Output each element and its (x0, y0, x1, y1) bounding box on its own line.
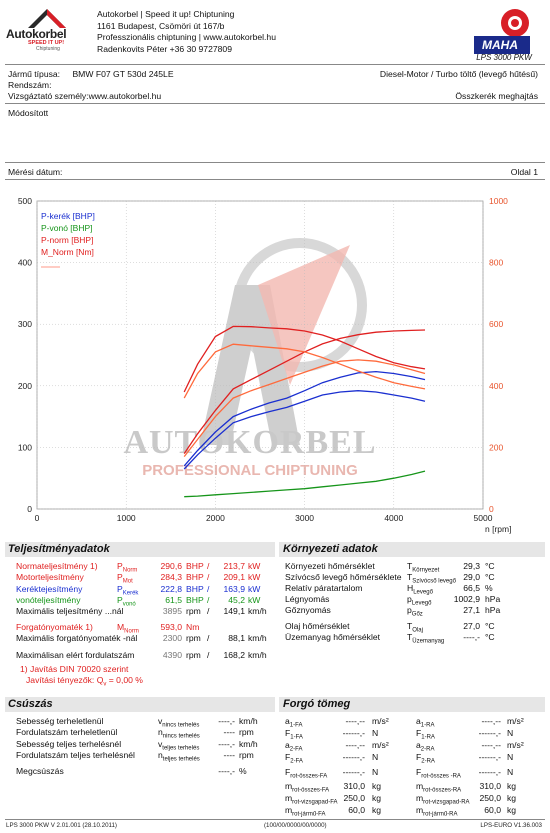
perf-value-2: 213,7 (223, 561, 245, 571)
x-tick-label: 2000 (205, 513, 225, 523)
coast-label: Fordulatszám teljes terhelésnél (16, 749, 135, 760)
rot-unit-front: kg (372, 793, 382, 803)
x-axis-label: n [rpm] (485, 524, 512, 534)
coast-value: ----,- (218, 738, 235, 749)
vehicle-type-label: Jármű típusa: (8, 69, 61, 79)
torque-row-value-1: 2300 (162, 633, 182, 643)
coast-unit: rpm (239, 749, 254, 760)
perf-unit-2: km/h (248, 606, 267, 617)
rot-unit-rear: kg (507, 781, 517, 791)
rot-label-rear: $a_{2-RA}$ (416, 740, 435, 753)
env-symbol: $T_{Üzemanyag}$ (407, 632, 445, 645)
perf-value-1: 284,3 (160, 572, 182, 583)
perf-symbol: $P_{Mot}$ (117, 572, 133, 586)
rot-unit-front: N (372, 752, 379, 762)
perf-unit-1: BHP (186, 561, 204, 571)
y-right-tick-label: 600 (489, 319, 504, 330)
rot-value-front: ------,- (342, 728, 365, 738)
page-number: Oldal 1 (510, 167, 538, 177)
coast-value: ----,- (218, 716, 235, 726)
date-label: Mérési dátum: (8, 167, 63, 177)
perf-value-2: 149,1 (223, 606, 245, 617)
footer-code: (100/00/0000/00/0000) (264, 822, 327, 829)
rot-label-rear: $F_{1-RA}$ (416, 728, 435, 741)
coast-unit: km/h (239, 738, 258, 749)
rot-label-rear: $m_{rot-jármű-RA}$ (416, 805, 458, 818)
rot-value-rear: 310,0 (479, 781, 501, 791)
perf-unit-2: kW (248, 572, 261, 583)
footer-version: LPS 3000 PKW V 2.01.001 (28.10.2011) (6, 822, 117, 829)
env-symbol: $T_{Környezet}$ (407, 561, 440, 574)
perf-value-1: 61,5 (165, 594, 182, 605)
rot-unit-front: kg (372, 805, 382, 815)
maha-badge: MAHA (482, 38, 518, 52)
perf-label: Motorteljesítmény (16, 572, 84, 583)
coast-label: Sebesség teljes terhelésnél (16, 738, 122, 749)
perf-value-1: 3895 (162, 606, 182, 617)
x-tick-label: 3000 (295, 513, 315, 523)
perf-separator: / (207, 561, 210, 571)
rot-label-front: $m_{rot-jármű-FA}$ (285, 805, 326, 818)
env-value: 29,0 (463, 572, 480, 582)
env-label: Olaj hőmérséklet (285, 621, 350, 631)
env-symbol: $p_{Levegő}$ (407, 594, 432, 607)
rot-label-rear: $F_{2-RA}$ (416, 752, 435, 765)
torque-row-label: Maximálisan elért fordulatszám (16, 650, 135, 660)
watermark-subtext: PROFESSIONAL CHIPTUNING (142, 462, 358, 479)
tester (8, 91, 161, 101)
perf-unit-1: BHP (186, 583, 204, 594)
perf-value-2: 163,9 (223, 583, 245, 594)
env-unit: °C (485, 621, 495, 631)
perf-value-2: 45,2 (228, 594, 245, 605)
y-left-tick-label: 0 (27, 504, 32, 514)
torque-row-unit-2: km/h (248, 633, 267, 643)
rot-value-rear: ----,-- (481, 716, 501, 726)
env-value: 1002,9 (453, 594, 480, 604)
coast-title: Csúszás (8, 698, 53, 710)
coast-unit: km/h (239, 716, 258, 726)
rot-unit-rear: N (507, 728, 514, 738)
env-value: ----,- (463, 632, 480, 642)
perf-label: Keréktejesítmény (16, 583, 83, 594)
rot-unit-front: m/s² (372, 716, 389, 726)
y-left-tick-label: 200 (17, 380, 32, 391)
rot-value-rear: ------,- (478, 767, 501, 777)
perf-symbol: $P_{Norm}$ (117, 561, 138, 574)
legend-entry: M_Norm [Nm] (41, 247, 94, 257)
torque-row-unit-1: rpm (186, 650, 201, 660)
shop-line: Autokorbel | Speed it up! Chiptuning (97, 9, 235, 19)
perf-separator: / (207, 583, 210, 594)
env-value: 29,3 (463, 561, 480, 571)
rot-value-front: ------,- (342, 752, 365, 762)
rot-label-front: $a_{2-FA}$ (285, 740, 303, 753)
rot-unit-rear: N (507, 767, 514, 777)
perf-separator: / (207, 606, 210, 617)
coast-value: ----,- (218, 766, 235, 776)
torque-row-value-1: 4390 (162, 650, 182, 660)
rot-label-front: $F_{1-FA}$ (285, 728, 303, 741)
environment-title: Környezeti adatok (283, 543, 378, 555)
y-right-tick-label: 800 (489, 257, 504, 268)
y-left-tick-label: 300 (17, 319, 32, 330)
torque-value: 593,0 (160, 622, 182, 632)
env-label: Gőznyomás (285, 605, 331, 615)
y-right-tick-label: 1000 (489, 196, 508, 206)
rot-label-rear: $a_{1-RA}$ (416, 716, 435, 729)
coast-symbol: $v_{teljes terhelés}$ (158, 738, 200, 752)
env-label: Üzemanyag hőmérséklet (285, 632, 381, 642)
rot-value-rear: ----,-- (481, 740, 501, 750)
y-right-tick-label: 200 (489, 442, 504, 453)
dyno-model: LPS 3000 PKW (476, 53, 532, 62)
perf-unit-2: kW (248, 561, 261, 571)
y-right-tick-label: 0 (489, 504, 494, 514)
rot-unit-rear: m/s² (507, 740, 524, 750)
logo-subtitle: Chiptuning (36, 46, 60, 52)
rot-value-rear: 60,0 (484, 805, 501, 815)
torque-label: Forgatónyomaték 1) (16, 622, 93, 632)
env-unit: °C (485, 632, 495, 642)
legend-entry: P-norm [BHP] (41, 235, 94, 245)
rot-unit-rear: N (507, 752, 514, 762)
perf-value-2: 209,1 (223, 572, 245, 583)
perf-value-1: 290,6 (160, 561, 182, 571)
torque-unit: Nm (186, 622, 200, 632)
env-label: Relatív páratartalom (285, 583, 363, 593)
remark: Módosított (8, 108, 49, 118)
coast-label: Fordulatszám terheletlenül (16, 727, 118, 738)
torque-row-separator: / (207, 633, 210, 643)
y-left-tick-label: 500 (17, 196, 32, 206)
performance-title: Teljesítményadatok (8, 543, 110, 555)
y-left-tick-label: 400 (17, 257, 32, 268)
x-tick-label: 5000 (473, 513, 493, 523)
torque-row-unit-1: rpm (186, 633, 201, 643)
rot-label-front: $m_{rot-vizsgapad-FA}$ (285, 793, 338, 806)
torque-row-value-2: 88,1 (228, 633, 245, 643)
logo-tagline: SPEED IT UP! (28, 40, 65, 46)
rot-value-front: 60,0 (348, 805, 365, 815)
rot-label-rear: $F_{rot-összes -RA}$ (416, 767, 461, 780)
coast-symbol: $v_{nincs terhelés}$ (158, 716, 200, 729)
env-unit: hPa (485, 605, 501, 615)
perf-value-1: 222,8 (160, 583, 182, 594)
shop-line: Radenkovits Péter +36 30 9727809 (97, 43, 232, 54)
rot-value-rear: ------,- (478, 752, 501, 762)
perf-symbol: $P_{Kerék}$ (117, 583, 139, 597)
rot-label-front: $a_{1-FA}$ (285, 716, 303, 729)
plate-label: Rendszám: (8, 80, 52, 90)
watermark-text: AUTOKORBEL (123, 424, 377, 461)
env-label: Légnyomás (285, 594, 330, 604)
chart-legend (41, 211, 95, 267)
env-label: Szívócső levegő hőmérséklete (285, 572, 402, 582)
env-value: 66,5 (463, 583, 480, 593)
perf-label: vonóteljesítmény (16, 594, 81, 605)
env-symbol: $T_{Olaj}$ (407, 621, 423, 634)
env-value: 27,1 (463, 605, 480, 615)
rot-unit-rear: kg (507, 793, 517, 803)
coast-label: Sebesség terheletlenül (16, 716, 104, 726)
torque-row-label: Maximális forgatónyomaték -nál (16, 633, 138, 643)
rot-value-front: 310,0 (343, 781, 365, 791)
env-symbol: $T_{Szívócső levegő}$ (407, 572, 456, 585)
coast-label: Megcsúszás (16, 766, 64, 776)
coast-symbol: $n_{nincs terhelés}$ (158, 727, 200, 741)
engine-type: Diesel-Motor / Turbo töltő (levegő hűtésű) (379, 69, 538, 79)
perf-unit-2: kW (248, 583, 261, 594)
rot-value-front: 250,0 (343, 793, 365, 803)
rot-value-front: ----,-- (345, 740, 365, 750)
rotating-title: Forgó tömeg (283, 698, 351, 710)
perf-symbol: $P_{vonó}$ (117, 594, 136, 608)
torque-row-value-2: 168,2 (223, 650, 245, 660)
torque-row-unit-2: km/h (248, 650, 267, 660)
vehicle-type (8, 69, 174, 79)
shop-line: 1161 Budapest, Csömöri út 167/b (97, 20, 225, 31)
env-symbol: $H_{Levegő}$ (407, 583, 433, 596)
perf-separator: / (207, 594, 210, 605)
perf-unit-2: kW (248, 594, 261, 605)
legend-entry: P-vonó [BHP] (41, 223, 93, 233)
rot-unit-front: N (372, 767, 379, 777)
env-unit: °C (485, 561, 495, 571)
coast-symbol: $n_{teljes terhelés}$ (158, 749, 200, 763)
perf-unit-1: BHP (186, 594, 204, 605)
rot-label-rear: $m_{rot-vizsgapad-RA}$ (416, 793, 470, 806)
rot-label-rear: $m_{rot-összes-RA}$ (416, 781, 462, 794)
y-right-tick-label: 400 (489, 380, 504, 391)
env-label: Környezeti hőmérséklet (285, 561, 375, 571)
env-unit: % (485, 583, 493, 593)
perf-separator: / (207, 572, 210, 583)
footer-euro: LPS-EURO V1.36.003 (480, 822, 542, 829)
rot-value-front: ------,- (342, 767, 365, 777)
shop-address-block (97, 9, 276, 55)
coast-unit: rpm (239, 727, 254, 738)
drive-type: Összkerék meghajtás (455, 91, 538, 101)
tester-value: www.autokorbel.hu (88, 91, 162, 101)
x-tick-label: 4000 (384, 513, 404, 523)
env-symbol: $p_{Gőz}$ (407, 605, 423, 618)
env-unit: hPa (485, 594, 501, 604)
torque-row-separator: / (207, 650, 210, 660)
rot-value-front: ----,-- (345, 716, 365, 726)
perf-label: Normateljesítmény 1) (16, 561, 98, 571)
correction-note: 1) Javítás DIN 70020 szerint (20, 664, 129, 674)
coast-unit: % (239, 766, 247, 776)
coast-value: ---- (223, 727, 235, 738)
shop-line: Professzionális chiptuning | www.autokorbel.hu (97, 32, 276, 43)
coast-value: ---- (223, 749, 235, 760)
perf-unit-1: rpm (186, 606, 201, 617)
torque-symbol: $M_{Norm}$ (117, 622, 139, 635)
rot-label-front: $m_{rot-összes-FA}$ (285, 781, 330, 794)
rot-unit-front: m/s² (372, 740, 389, 750)
rot-unit-front: N (372, 728, 379, 738)
rot-unit-rear: m/s² (507, 716, 524, 726)
env-value: 27,0 (463, 621, 480, 631)
vehicle-type-value: BMW F07 GT 530d 245LE (72, 69, 174, 79)
legend-entry: P-kerék [BHP] (41, 211, 95, 221)
rot-value-rear: 250,0 (479, 793, 501, 803)
correction-factor: Javítási tényezők: $Q_v = 0,00$ % (26, 675, 143, 688)
x-tick-label: 1000 (116, 513, 136, 523)
rot-unit-front: kg (372, 781, 382, 791)
dyno-chart (0, 185, 550, 540)
x-tick-label: 0 (34, 513, 40, 523)
tester-label: Vizsgáztató személy: (8, 91, 89, 101)
rot-unit-rear: kg (507, 805, 517, 815)
logo-wordmark: Autokorbel (6, 27, 67, 41)
perf-label: Maximális teljesítmény ...nál (16, 606, 124, 617)
env-unit: °C (485, 572, 495, 582)
perf-unit-1: BHP (186, 572, 204, 583)
rot-label-front: $F_{rot-összes-FA}$ (285, 767, 328, 780)
rot-label-front: $F_{2-FA}$ (285, 752, 303, 765)
report-header (0, 0, 550, 60)
rot-value-rear: ------,- (478, 728, 501, 738)
y-left-tick-label: 100 (17, 442, 32, 453)
